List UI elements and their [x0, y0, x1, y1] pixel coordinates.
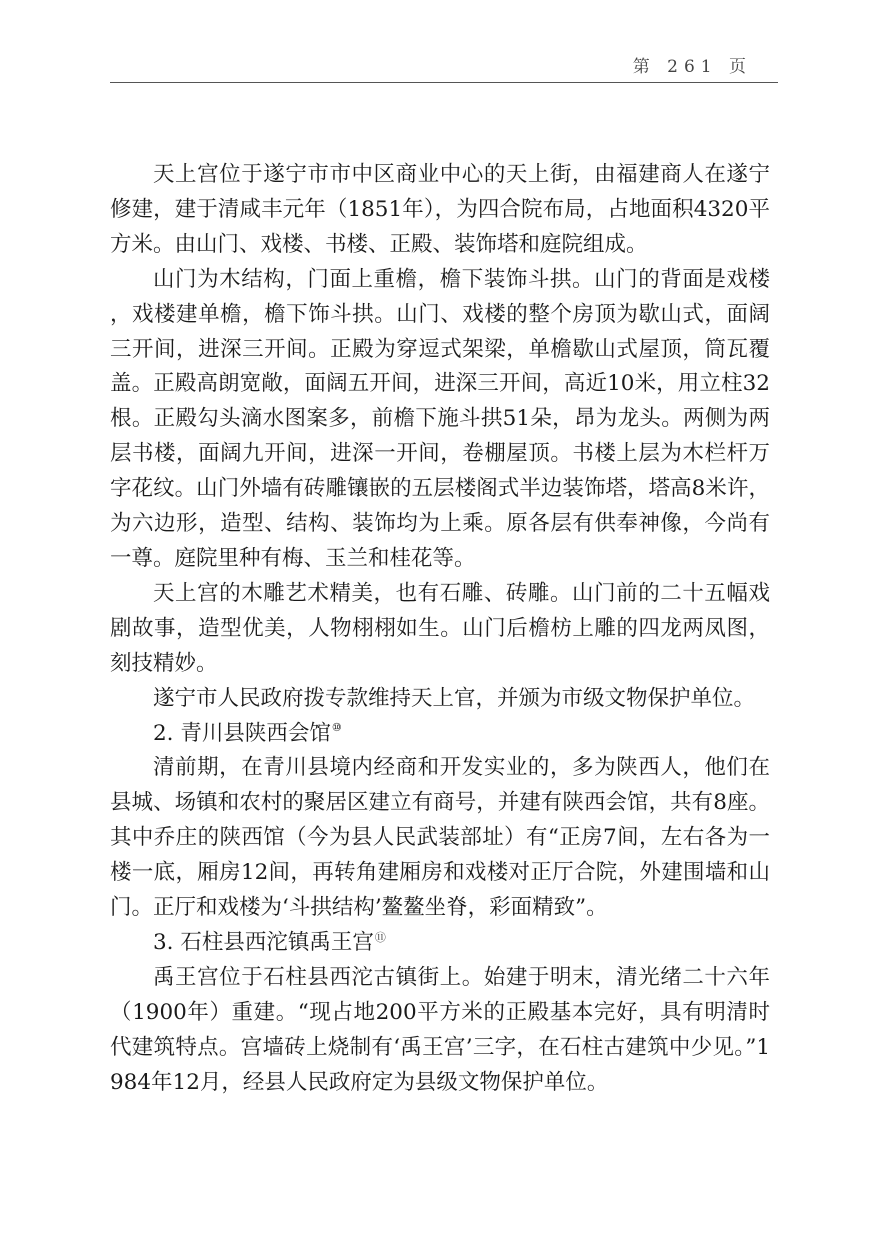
paragraph-tianshang-intro: 天上宫位于遂宁市市中区商业中心的天上街，由福建商人在遂宁修建，建于清咸丰元年（1851年），为四合院布局，占地面积4320平方米。由山门、戏楼、书楼、正殿、装饰塔和庭院组成。	[110, 162, 770, 257]
footnote-marker: ⑩	[331, 721, 342, 735]
paragraph-qingchuan: 清前期，在青川县境内经商和开发实业的，多为陕西人，他们在县城、场镇和农村的聚居区建立有商号，并建有陕西会馆，共有8座。其中乔庄的陕西馆（今为县人民武装部址）有“正房7间，左右各为一楼一底，厢房12间，再转角建厢房和戏楼对正厅合院，外建围墙和山门。正厅和戏楼为‘斗拱结构’鳌鳌坐脊，彩面精致”。	[110, 755, 770, 921]
body-text	[110, 158, 770, 1100]
section-heading-text: 2. 青川县陕西会馆	[153, 720, 331, 746]
paragraph-tianshang-protection: 遂宁市人民政府拨专款维持天上官，并颁为市级文物保护单位。	[153, 685, 756, 711]
footnote-marker: ⑪	[374, 930, 386, 944]
section-heading-text: 3. 石柱县西沱镇禹王宫	[153, 929, 374, 955]
page-header	[110, 50, 778, 83]
paragraph-tianshang-structure: 山门为木结构，门面上重檐，檐下装饰斗拱。山门的背面是戏楼，戏楼建单檐，檐下饰斗拱。山门、戏楼的整个房顶为歇山式，面阔三开间，进深三开间。正殿为穿逗式架梁，单檐歇山式屋顶，筒瓦覆盖。正殿高朗宽敞，面阔五开间，进深三开间，高近10米，用立柱32根。正殿勾头滴水图案多，前檐下施斗拱51朵，昂为龙头。两侧为两层书楼，面阔九开间，进深一开间，卷棚屋顶。书楼上层为木栏杆万字花纹。山门外墙有砖雕镶嵌的五层楼阁式半边装饰塔，塔高8米许，为六边形，造型、结构、装饰均为上乘。原各层有供奉神像，今尚有一尊。庭院里种有梅、玉兰和桂花等。	[110, 266, 770, 571]
section-heading-qingchuan	[110, 717, 770, 752]
paragraph-shizhu: 禹王宫位于石柱县西沱古镇街上。始建于明末，清光绪二十六年（1900年）重建。“现占地200平方米的正殿基本完好，具有明清时代建筑特点。宫墙砖上烧制有‘禹王宫’三字，在石柱古建筑中少见。”1984年12月，经县人民政府定为县级文物保护单位。	[110, 964, 770, 1095]
section-heading-shizhu	[110, 926, 770, 961]
page-number: 第 261 页	[632, 57, 752, 77]
paragraph-tianshang-carving: 天上宫的木雕艺术精美，也有石雕、砖雕。山门前的二十五幅戏剧故事，造型优美，人物栩栩如生。山门后檐枋上雕的四龙两凤图，刻技精妙。	[110, 580, 770, 676]
